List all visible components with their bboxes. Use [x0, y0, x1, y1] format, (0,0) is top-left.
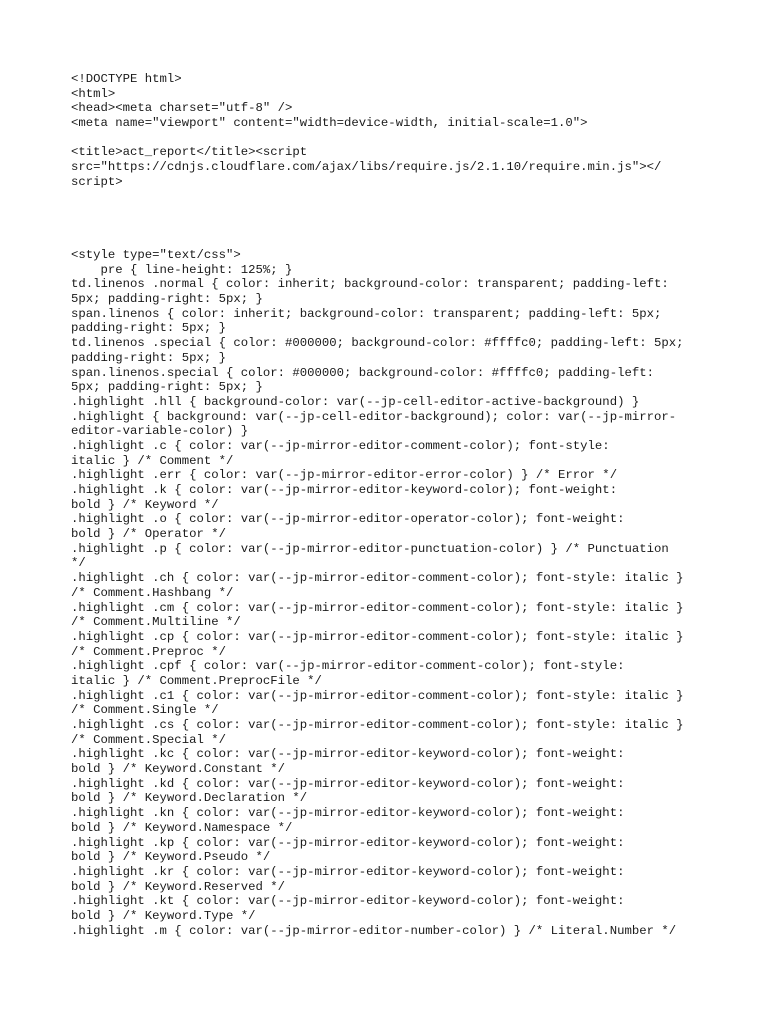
- source-line: pre { line-height: 125%; }: [71, 262, 293, 277]
- source-line: */: [71, 556, 86, 571]
- source-line: /* Comment.Single */: [71, 703, 219, 718]
- source-line: .highlight .k { color: var(--jp-mirror-editor-keyword-color); font-weight:: [71, 483, 618, 497]
- source-line: .highlight .kp { color: var(--jp-mirror-editor-keyword-color); font-weight:: [71, 835, 625, 850]
- source-line: /* Comment.Preproc */: [71, 644, 226, 659]
- source-line: padding-right: 5px; }: [71, 350, 226, 365]
- source-line: editor-variable-color) }: [71, 424, 249, 439]
- source-line: .highlight .c1 { color: var(--jp-mirror-editor-comment-color); font-style: italic }: [71, 688, 684, 703]
- source-line: .highlight .cpf { color: var(--jp-mirror-editor-comment-color); font-style:: [71, 659, 625, 674]
- html-head-source: [71, 72, 711, 190]
- source-line: .highlight .hll { background-color: var(--jp-cell-editor-active-background) }: [71, 394, 640, 409]
- source-line: italic } /* Comment.PreprocFile */: [71, 673, 322, 688]
- source-line: 5px; padding-right: 5px; }: [71, 292, 263, 307]
- source-line: .highlight .o { color: var(--jp-mirror-editor-operator-color); font-weight:: [71, 512, 625, 527]
- source-line: .highlight .c { color: var(--jp-mirror-editor-comment-color); font-style:: [71, 438, 610, 453]
- source-line: .highlight .kd { color: var(--jp-mirror-editor-keyword-color); font-weight:: [71, 776, 625, 791]
- source-line: <style type="text/css">: [71, 248, 241, 262]
- source-line: .highlight { background: var(--jp-cell-editor-background); color: var(--jp-mirror-: [71, 409, 677, 424]
- source-line: span.linenos { color: inherit; background-color: transparent; padding-left: 5px;: [71, 306, 662, 321]
- source-line: .highlight .kc { color: var(--jp-mirror-editor-keyword-color); font-weight:: [71, 747, 625, 762]
- source-line: padding-right: 5px; }: [71, 321, 226, 336]
- source-line: <html>: [71, 86, 116, 101]
- source-line: src="https://cdnjs.cloudflare.com/ajax/libs/require.js/2.1.10/require.min.js"></: [71, 160, 662, 175]
- source-line: .highlight .m { color: var(--jp-mirror-editor-number-color) } /* Literal.Number */: [71, 923, 677, 938]
- source-line: span.linenos.special { color: #000000; background-color: #ffffc0; padding-left:: [71, 365, 654, 380]
- source-line: bold } /* Keyword.Constant */: [71, 762, 286, 777]
- source-line: <!DOCTYPE html>: [71, 72, 182, 86]
- source-line: <title>act_report</title><script: [71, 145, 308, 160]
- source-line: .highlight .cp { color: var(--jp-mirror-editor-comment-color); font-style: italic }: [71, 629, 684, 644]
- source-line: /* Comment.Multiline */: [71, 615, 241, 630]
- source-line: bold } /* Keyword.Namespace */: [71, 820, 293, 835]
- source-line: script>: [71, 174, 123, 189]
- source-line: <meta name="viewport" content="width=device-width, initial-scale=1.0">: [71, 116, 588, 131]
- source-line: bold } /* Keyword */: [71, 497, 219, 512]
- source-line: td.linenos .normal { color: inherit; background-color: transparent; padding-left:: [71, 277, 669, 292]
- source-line: bold } /* Keyword.Declaration */: [71, 791, 308, 806]
- source-line: td.linenos .special { color: #000000; background-color: #ffffc0; padding-left: 5px;: [71, 336, 684, 351]
- source-line: bold } /* Operator */: [71, 527, 226, 542]
- source-line: bold } /* Keyword.Reserved */: [71, 879, 286, 894]
- source-line: 5px; padding-right: 5px; }: [71, 380, 263, 395]
- source-line: bold } /* Keyword.Pseudo */: [71, 850, 271, 865]
- source-line: .highlight .err { color: var(--jp-mirror-editor-error-color) } /* Error */: [71, 468, 618, 483]
- source-line: .highlight .cm { color: var(--jp-mirror-editor-comment-color); font-style: italic }: [71, 600, 684, 615]
- css-style-source: [71, 248, 711, 938]
- source-line: .highlight .kr { color: var(--jp-mirror-editor-keyword-color); font-weight:: [71, 864, 625, 879]
- source-line: /* Comment.Special */: [71, 732, 226, 747]
- source-line: /* Comment.Hashbang */: [71, 585, 234, 600]
- source-line: italic } /* Comment */: [71, 453, 234, 468]
- source-line: .highlight .p { color: var(--jp-mirror-editor-punctuation-color) } /* Punctuation: [71, 541, 669, 556]
- source-line: .highlight .kt { color: var(--jp-mirror-editor-keyword-color); font-weight:: [71, 894, 625, 909]
- source-line: .highlight .ch { color: var(--jp-mirror-editor-comment-color); font-style: italic }: [71, 571, 684, 586]
- source-line: .highlight .cs { color: var(--jp-mirror-editor-comment-color); font-style: italic }: [71, 718, 684, 732]
- source-line: <head><meta charset="utf-8" />: [71, 101, 293, 116]
- source-line: .highlight .kn { color: var(--jp-mirror-editor-keyword-color); font-weight:: [71, 806, 625, 821]
- source-line: [71, 131, 711, 146]
- source-line: bold } /* Keyword.Type */: [71, 908, 256, 923]
